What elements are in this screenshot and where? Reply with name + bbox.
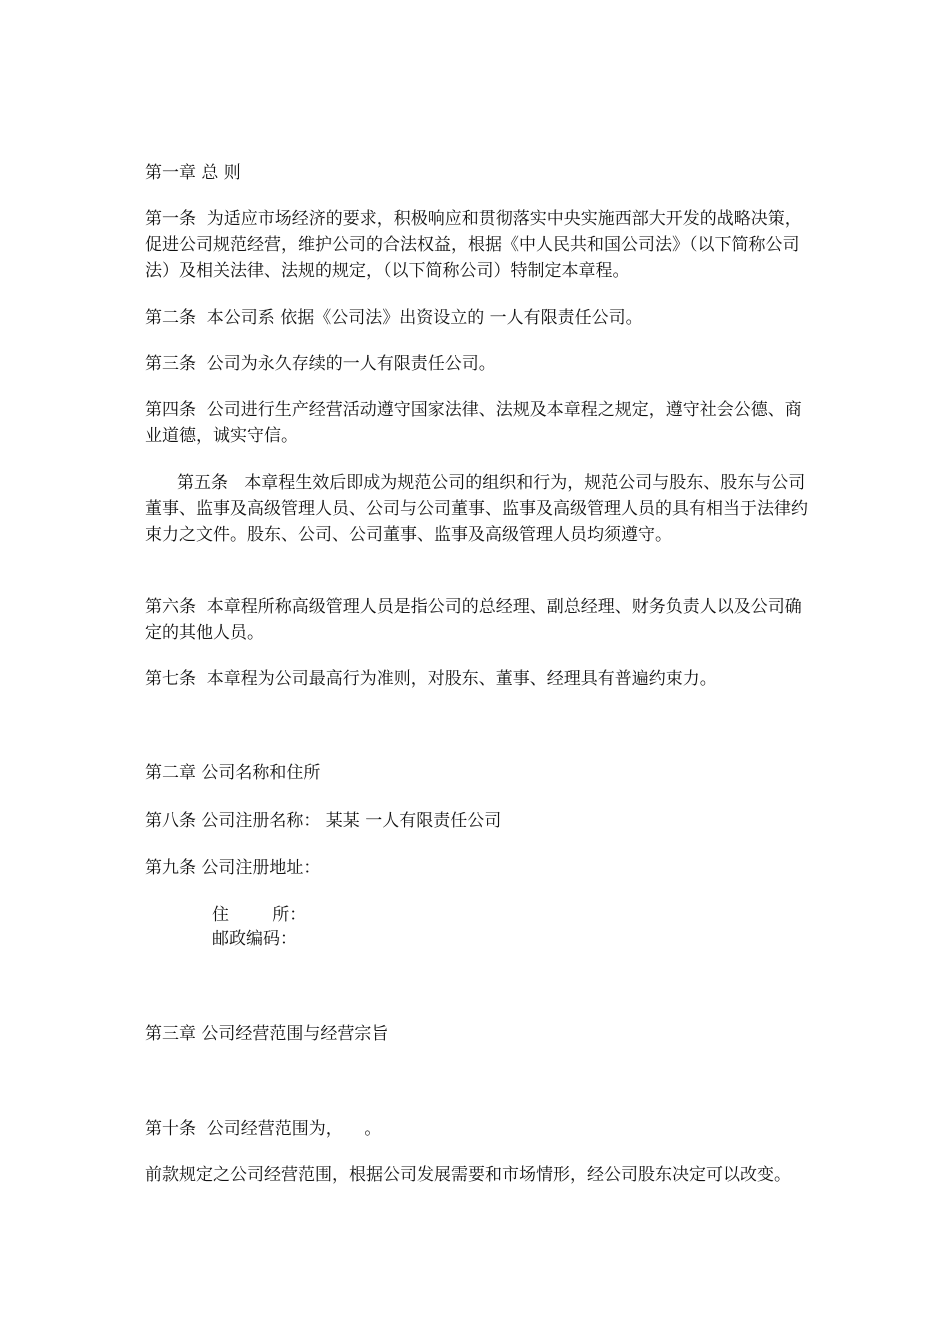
article-2: 第二条 本公司系 依据《公司法》出资设立的 一人有限责任公司。 — [145, 308, 643, 328]
article-9: 第九条 公司注册地址： — [145, 858, 321, 878]
article-4: 第四条 公司进行生产经营活动遵守国家法律、法规及本章程之规定，遵守社会公德、商业道德，诚实守信。 — [145, 400, 802, 446]
article-5: 第五条 本章程生效后即成为规范公司的组织和行为，规范公司与股东、股东与公司董事、监事及高级管理人员、公司与公司董事、监事及高级管理人员的具有相当于法律约束力之文件。股东、公司、公司董事、监事及高级管理人员均须遵守。 — [145, 473, 808, 545]
chapter-1-heading: 第一章 总 则 — [145, 163, 241, 183]
article-8: 第八条 公司注册名称： 某某 一人有限责任公司 — [145, 811, 502, 831]
business-scope-note: 前款规定之公司经营范围，根据公司发展需要和市场情形，经公司股东决定可以改变。 — [145, 1165, 791, 1185]
article-3: 第三条 公司为永久存续的一人有限责任公司。 — [145, 354, 496, 374]
article-6: 第六条 本章程所称高级管理人员是指公司的总经理、副总经理、财务负责人以及公司确定的其他人员。 — [145, 597, 802, 643]
chapter-3-heading: 第三章 公司经营范围与经营宗旨 — [145, 1024, 389, 1044]
article-1: 第一条 为适应市场经济的要求，积极响应和贯彻落实中央实施西部大开发的战略决策，促进公司规范经营，维护公司的合法权益，根据《中人民共和国公司法》（以下简称公司法）及相关法律、法规的规定，（以下简称公司）特制定本章程。 — [145, 209, 802, 281]
article-10: 第十条 公司经营范围为， 。 — [145, 1119, 382, 1139]
chapter-2-heading: 第二章 公司名称和住所 — [145, 763, 321, 783]
article-7: 第七条 本章程为公司最高行为准则，对股东、董事、经理具有普遍约束力。 — [145, 669, 717, 689]
postcode-label: 邮政编码： — [212, 929, 297, 949]
address-label: 住 所： — [212, 905, 307, 925]
